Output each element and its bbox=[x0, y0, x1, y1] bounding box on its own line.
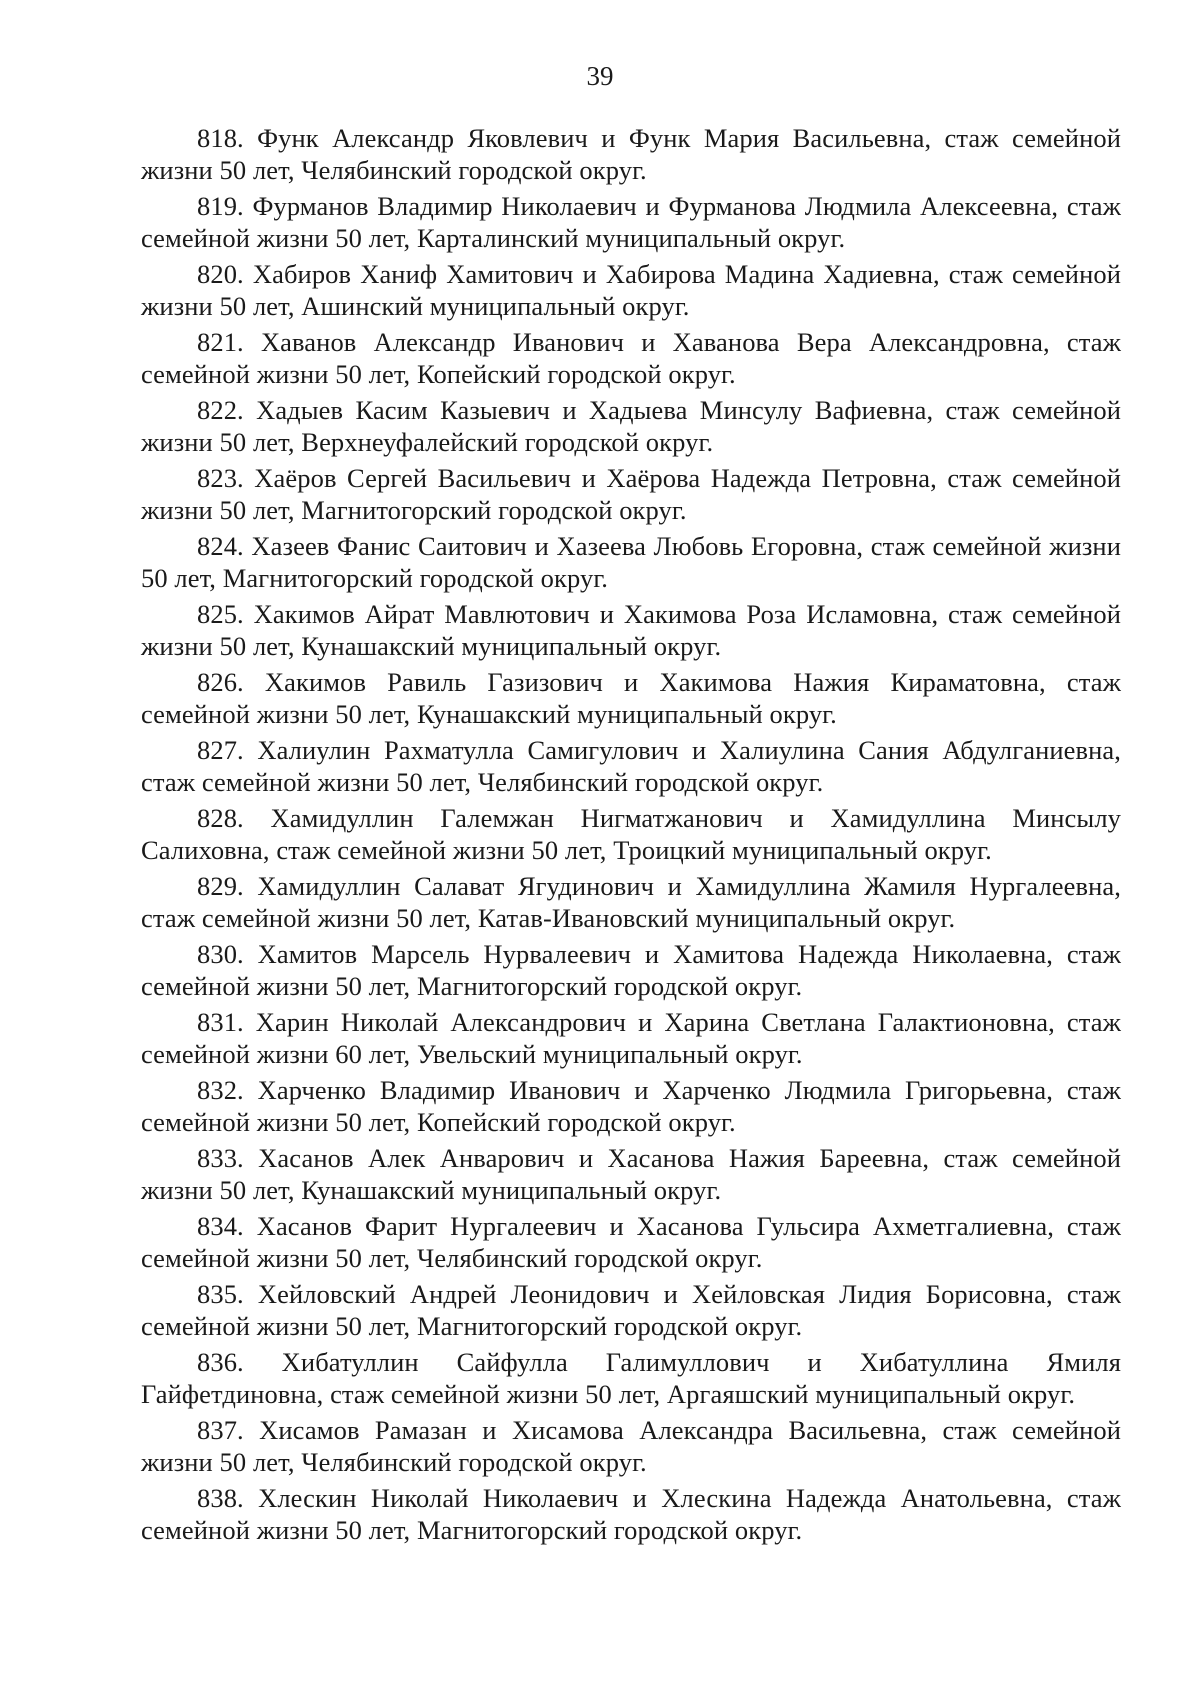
list-item: 832. Харченко Владимир Иванович и Харченко Людмила Григорьевна, стаж семейной жизни 50 лет, Копейский городской округ. bbox=[141, 1075, 1121, 1138]
list-item: 820. Хабиров Ханиф Хамитович и Хабирова Мадина Хадиевна, стаж семейной жизни 50 лет, Ашинский муниципальный округ. bbox=[141, 259, 1121, 322]
list-item: 823. Хаёров Сергей Васильевич и Хаёрова Надежда Петровна, стаж семейной жизни 50 лет, Магнитогорский городской округ. bbox=[141, 463, 1121, 526]
page-number: 39 bbox=[586, 61, 614, 91]
list-item: 837. Хисамов Рамазан и Хисамова Александра Васильевна, стаж семейной жизни 50 лет, Челябинский городской округ. bbox=[141, 1415, 1121, 1478]
list-item: 828. Хамидуллин Галемжан Нигматжанович и Хамидуллина Минсылу Салиховна, стаж семейной жизни 50 лет, Троицкий муниципальный округ. bbox=[141, 803, 1121, 866]
list-item: 829. Хамидуллин Салават Ягудинович и Хамидуллина Жамиля Нургалеевна, стаж семейной жизни 50 лет, Катав-Ивановский муниципальный округ. bbox=[141, 871, 1121, 934]
list-item: 821. Хаванов Александр Иванович и Хаванова Вера Александровна, стаж семейной жизни 50 лет, Копейский городской округ. bbox=[141, 327, 1121, 390]
list-item: 818. Функ Александр Яковлевич и Функ Мария Васильевна, стаж семейной жизни 50 лет, Челябинский городской округ. bbox=[141, 123, 1121, 186]
list-item: 819. Фурманов Владимир Николаевич и Фурманова Людмила Алексеевна, стаж семейной жизни 50 лет, Карталинский муниципальный округ. bbox=[141, 191, 1121, 254]
list-item: 826. Хакимов Равиль Газизович и Хакимова Нажия Кираматовна, стаж семейной жизни 50 лет, Кунашакский муниципальный округ. bbox=[141, 667, 1121, 730]
list-item: 825. Хакимов Айрат Мавлютович и Хакимова Роза Исламовна, стаж семейной жизни 50 лет, Кунашакский муниципальный округ. bbox=[141, 599, 1121, 662]
list-item: 827. Халиулин Рахматулла Самигулович и Халиулина Сания Абдулганиевна, стаж семейной жизни 50 лет, Челябинский городской округ. bbox=[141, 735, 1121, 798]
list-item: 834. Хасанов Фарит Нургалеевич и Хасанова Гульсира Ахметгалиевна, стаж семейной жизни 50 лет, Челябинский городской округ. bbox=[141, 1211, 1121, 1274]
entry-list bbox=[141, 122, 1121, 1550]
list-item: 835. Хейловский Андрей Леонидович и Хейловская Лидия Борисовна, стаж семейной жизни 50 лет, Магнитогорский городской округ. bbox=[141, 1279, 1121, 1342]
list-item: 833. Хасанов Алек Анварович и Хасанова Нажия Бареевна, стаж семейной жизни 50 лет, Кунашакский муниципальный округ. bbox=[141, 1143, 1121, 1206]
list-item: 824. Хазеев Фанис Саитович и Хазеева Любовь Егоровна, стаж семейной жизни 50 лет, Магнитогорский городской округ. bbox=[141, 531, 1121, 594]
list-item: 822. Хадыев Касим Казыевич и Хадыева Минсулу Вафиевна, стаж семейной жизни 50 лет, Верхнеуфалейский городской округ. bbox=[141, 395, 1121, 458]
list-item: 830. Хамитов Марсель Нурвалеевич и Хамитова Надежда Николаевна, стаж семейной жизни 50 лет, Магнитогорский городской округ. bbox=[141, 939, 1121, 1002]
list-item: 831. Харин Николай Александрович и Харина Светлана Галактионовна, стаж семейной жизни 60 лет, Увельский муниципальный округ. bbox=[141, 1007, 1121, 1070]
list-item: 836. Хибатуллин Сайфулла Галимуллович и Хибатуллина Ямиля Гайфетдиновна, стаж семейной жизни 50 лет, Аргаяшский муниципальный округ. bbox=[141, 1347, 1121, 1410]
list-item: 838. Хлескин Николай Николаевич и Хлескина Надежда Анатольевна, стаж семейной жизни 50 лет, Магнитогорский городской округ. bbox=[141, 1483, 1121, 1546]
